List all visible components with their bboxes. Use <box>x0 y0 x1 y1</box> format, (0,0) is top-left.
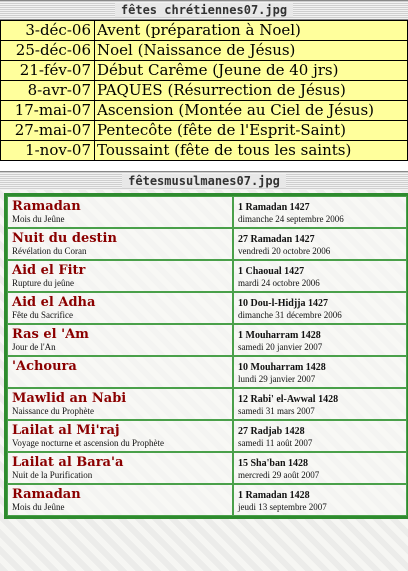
feast-date: 1-nov-07 <box>1 141 95 161</box>
feast-event: Pentecôte (fête de l'Esprit-Saint) <box>95 121 408 141</box>
feast-date-cell <box>233 324 407 356</box>
feast-name-cell <box>7 260 233 292</box>
hijri-date: 15 Sha'ban 1428 <box>238 458 309 469</box>
feast-name-cell <box>7 420 233 452</box>
muslim-feast-row <box>7 292 407 324</box>
feast-name-cell <box>7 196 233 228</box>
hijri-date: 10 Dou-l-Hidjja 1427 <box>238 298 328 309</box>
feast-name: Lailat al Mi'raj <box>12 423 120 438</box>
feast-date-cell <box>233 356 407 388</box>
muslim-feast-row <box>7 484 407 516</box>
feast-date: 25-déc-06 <box>1 41 95 61</box>
christian-feasts-window <box>0 0 408 169</box>
feast-description: Rupture du jeûne <box>12 278 74 288</box>
christian-window-title: fêtes chrétiennes07.jpg <box>115 3 293 17</box>
feast-event: PAQUES (Résurrection de Jésus) <box>95 81 408 101</box>
hijri-date: 1 Ramadan 1428 <box>238 490 310 501</box>
feast-name-cell <box>7 324 233 356</box>
gregorian-date: vendredi 20 octobre 2006 <box>238 246 331 256</box>
feast-date: 27-mai-07 <box>1 121 95 141</box>
christian-feast-row <box>1 41 408 61</box>
muslim-feasts-table <box>4 193 408 519</box>
feast-description: Mois du Jeûne <box>12 214 65 224</box>
hijri-date: 10 Mouharram 1428 <box>238 362 326 373</box>
muslim-window-title: fêtesmusulmanes07.jpg <box>122 174 286 188</box>
gregorian-date: lundi 29 janvier 2007 <box>238 374 316 384</box>
muslim-feast-row <box>7 228 407 260</box>
feast-date-cell <box>233 228 407 260</box>
feast-event: Noel (Naissance de Jésus) <box>95 41 408 61</box>
feast-name: Ramadan <box>12 487 81 502</box>
feast-description: Jour de l'An <box>12 342 56 352</box>
feast-date-cell <box>233 420 407 452</box>
feast-name: Nuit du destin <box>12 231 117 246</box>
hijri-date: 1 Mouharram 1428 <box>238 330 321 341</box>
feast-date-cell <box>233 292 407 324</box>
muslim-feast-row <box>7 420 407 452</box>
christian-feast-row <box>1 121 408 141</box>
christian-feast-row <box>1 81 408 101</box>
feast-date-cell <box>233 388 407 420</box>
feast-name: Lailat al Bara'a <box>12 455 124 470</box>
christian-window-titlebar[interactable] <box>0 0 408 20</box>
christian-feast-row <box>1 61 408 81</box>
christian-feasts-table <box>0 20 408 161</box>
feast-date: 21-fév-07 <box>1 61 95 81</box>
muslim-feast-row <box>7 196 407 228</box>
muslim-feasts-window <box>0 171 408 571</box>
feast-name-cell <box>7 292 233 324</box>
feast-name-cell <box>7 452 233 484</box>
feast-description: Voyage nocturne et ascension du Prophète <box>12 438 165 448</box>
gregorian-date: dimanche 24 septembre 2006 <box>238 214 344 224</box>
christian-feast-row <box>1 21 408 41</box>
gregorian-date: samedi 11 août 2007 <box>238 438 313 448</box>
hijri-date: 1 Ramadan 1427 <box>238 202 310 213</box>
gregorian-date: mardi 24 octobre 2006 <box>238 278 320 288</box>
muslim-feast-row <box>7 260 407 292</box>
feast-name: Aid el Adha <box>12 295 96 310</box>
feast-date-cell <box>233 484 407 516</box>
muslim-image-area <box>0 190 408 571</box>
feast-description: Nuit de la Purification <box>12 470 93 480</box>
hijri-date: 27 Ramadan 1427 <box>238 234 315 245</box>
feast-name: Mawlid an Nabi <box>12 391 127 406</box>
feast-name-cell <box>7 228 233 260</box>
feast-event: Toussaint (fête de tous les saints) <box>95 141 408 161</box>
muslim-feast-row <box>7 388 407 420</box>
feast-description: Mois du Jeûne <box>12 502 65 512</box>
gregorian-date: jeudi 13 septembre 2007 <box>238 502 327 512</box>
hijri-date: 1 Chaoual 1427 <box>238 266 305 277</box>
feast-event: Début Carême (Jeune de 40 jrs) <box>95 61 408 81</box>
gregorian-date: dimanche 31 décembre 2006 <box>238 310 342 320</box>
muslim-feast-row <box>7 324 407 356</box>
feast-event: Avent (préparation à Noel) <box>95 21 408 41</box>
feast-description: Révélation du Coran <box>12 246 87 256</box>
feast-date: 3-déc-06 <box>1 21 95 41</box>
feast-event: Ascension (Montée au Ciel de Jésus) <box>95 101 408 121</box>
gregorian-date: mercredi 29 août 2007 <box>238 470 320 480</box>
hijri-date: 27 Radjab 1428 <box>238 426 305 437</box>
feast-name: 'Achoura <box>12 359 77 374</box>
muslim-feast-row <box>7 356 407 388</box>
feast-description: Fête du Sacrifice <box>12 310 73 320</box>
feast-date: 17-mai-07 <box>1 101 95 121</box>
feast-name-cell <box>7 388 233 420</box>
feast-name-cell <box>7 484 233 516</box>
gregorian-date: samedi 31 mars 2007 <box>238 406 315 416</box>
feast-date: 8-avr-07 <box>1 81 95 101</box>
feast-name: Ras el 'Am <box>12 327 89 342</box>
feast-date-cell <box>233 260 407 292</box>
feast-name-cell <box>7 356 233 388</box>
muslim-feast-row <box>7 452 407 484</box>
hijri-date: 12 Rabi' el-Awwal 1428 <box>238 394 339 405</box>
christian-feast-row <box>1 101 408 121</box>
christian-feast-row <box>1 141 408 161</box>
feast-name: Aid el Fitr <box>12 263 86 278</box>
muslim-window-titlebar[interactable] <box>0 171 408 191</box>
gregorian-date: samedi 20 janvier 2007 <box>238 342 323 352</box>
feast-description: Naissance du Prophète <box>12 406 94 416</box>
feast-name: Ramadan <box>12 199 81 214</box>
feast-date-cell <box>233 452 407 484</box>
feast-date-cell <box>233 196 407 228</box>
